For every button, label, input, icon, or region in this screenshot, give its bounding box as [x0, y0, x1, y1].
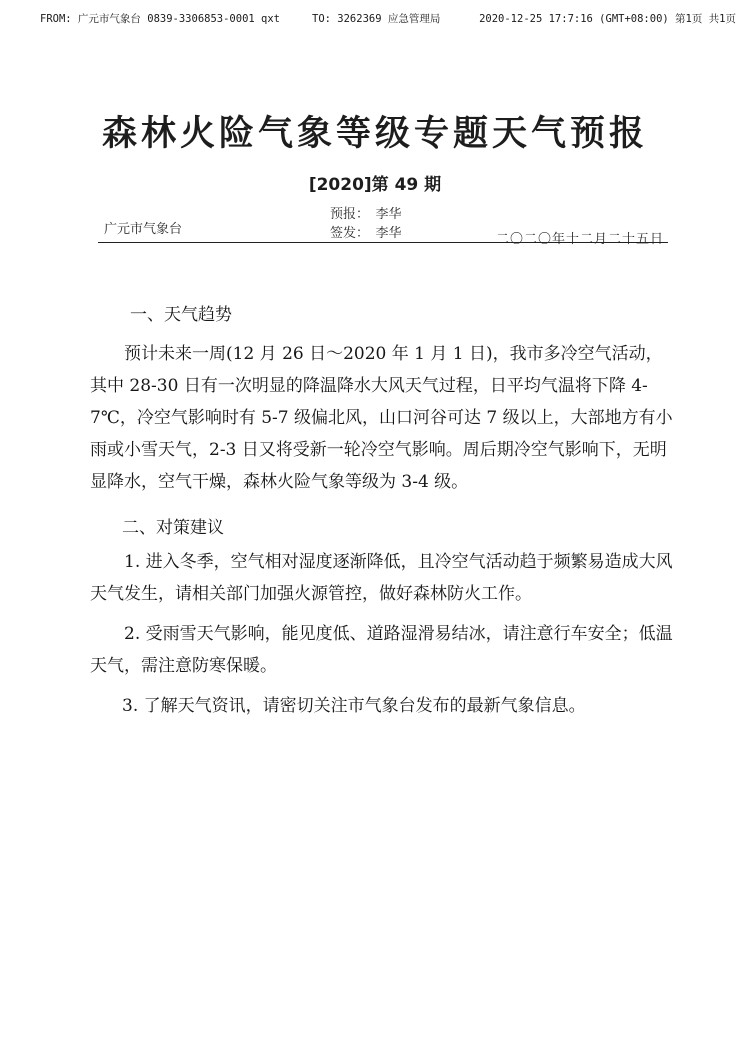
issue-date: 二〇二〇年十二月二十五日: [495, 232, 664, 247]
advice-item-2: 2. 受雨雪天气影响，能见度低、道路湿滑易结冰，请注意行车安全；低温天气，需注意防寒保暖。: [90, 624, 673, 676]
signer-line: 签发： 李华: [330, 226, 402, 241]
fax-header: [40, 11, 736, 33]
issuing-organization: 广元市气象台: [104, 222, 183, 237]
section-heading-advice: 二、对策建议: [122, 518, 224, 538]
document-title: 森林火险气象等级专题天气预报: [101, 114, 648, 154]
advice-item-3: 3. 了解天气资讯，请密切关注市气象台发布的最新气象信息。: [122, 696, 586, 716]
trend-paragraph: 预计未来一周(12 月 26 日～2020 年 1 月 1 日)，我市多冷空气活动，其中 28-30 日有一次明显的降温降水大风天气过程，日平均气温将下降 4-7℃，冷空气影响时有 5-7 级偏北风，山口河谷可达 7 级以上，大部地方有小雨或小雪天气，2-3 日又将受新一轮冷空气影响。周后期冷空气影响下，无明显降水，空气干燥，森林火险气象等级为 3-4 级。: [90, 344, 673, 492]
section-heading-trend: 一、天气趋势: [130, 305, 232, 325]
forecaster-line: 预报： 李华: [330, 207, 402, 222]
fax-datetime: 2020-12-25 17:7:16 (GMT+08:00) 第1页 共1页: [479, 13, 736, 25]
issue-number: [2020]第 49 期: [308, 175, 442, 195]
fax-from: FROM: 广元市气象台 0839-3306853-0001 qxt: [40, 13, 281, 25]
header-divider: [98, 242, 668, 243]
advice-item-1: 1. 进入冬季，空气相对湿度逐渐降低，且冷空气活动趋于频繁易造成大风天气发生，请相关部门加强火源管控，做好森林防火工作。: [90, 552, 673, 604]
fax-to: TO: 3262369 应急管理局: [312, 13, 441, 25]
